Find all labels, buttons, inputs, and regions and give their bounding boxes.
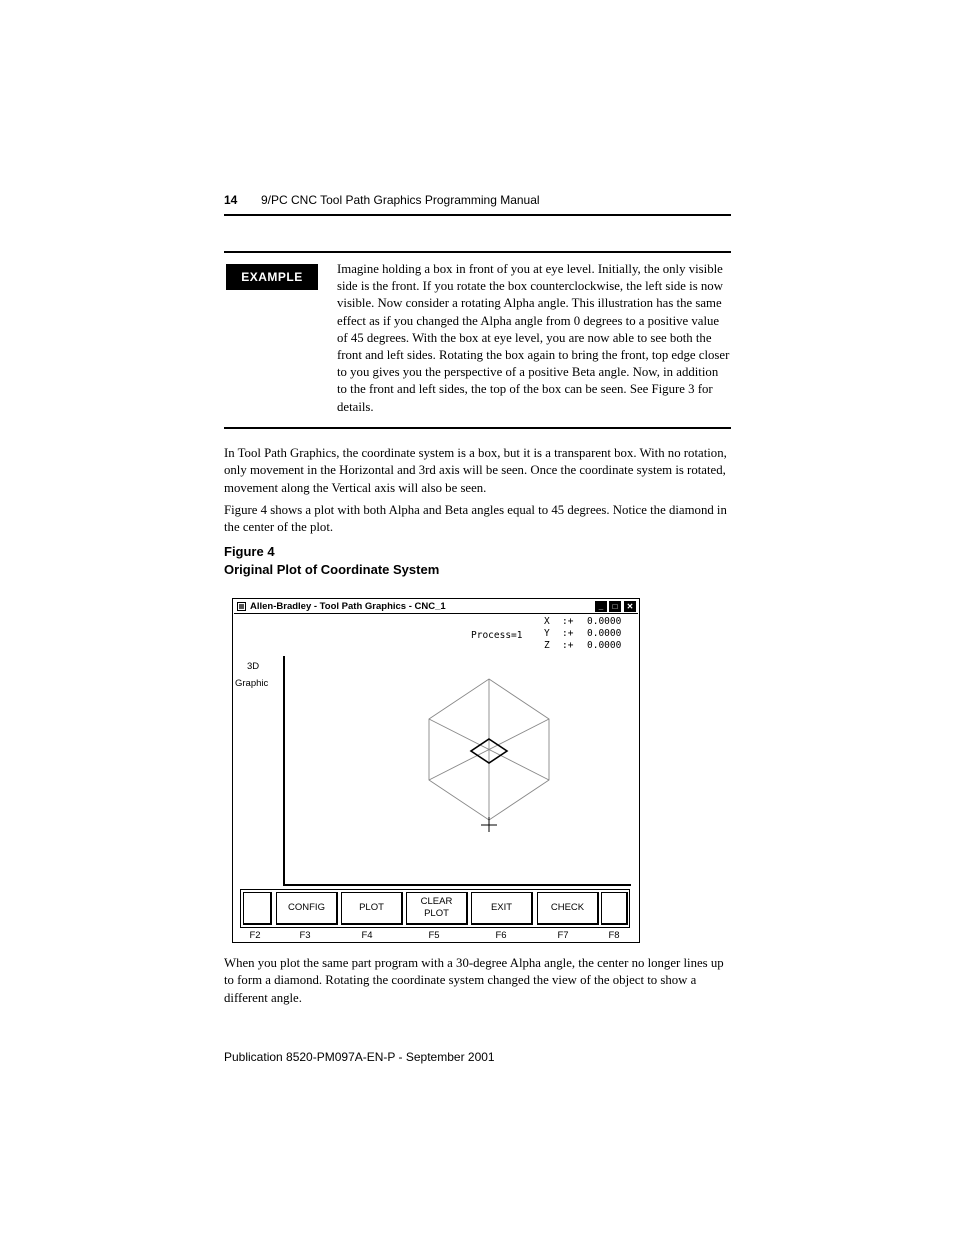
coord-x-axis: X <box>544 616 550 627</box>
softkey-check[interactable]: CHECK <box>537 892 599 925</box>
softkey-f2[interactable] <box>243 892 272 925</box>
body-paragraph-3: When you plot the same part program with a 30-degree Alpha angle, the center no longer lines up to form a diamond. Rotating the coordinate system changed the view of the object to show a different angle. <box>224 956 724 1005</box>
figure-number: Figure 4 <box>224 544 275 559</box>
coord-x-sep: :+ <box>562 616 574 627</box>
body-paragraph-2: Figure 4 shows a plot with both Alpha and Beta angles equal to 45 degrees. Notice the diamond in the center of the plot. <box>224 503 727 535</box>
running-header-title: 9/PC CNC Tool Path Graphics Programming Manual <box>261 193 540 207</box>
coord-x-value: 0.0000 <box>587 616 622 627</box>
figure-title: Original Plot of Coordinate System <box>224 562 440 577</box>
fkey-label-f6: F6 <box>495 930 507 941</box>
tool-crosshair-icon <box>481 817 497 832</box>
fkey-label-f5: F5 <box>428 930 440 941</box>
close-button[interactable]: ✕ <box>624 601 636 612</box>
minimize-button[interactable]: _ <box>595 601 607 612</box>
coord-y-value: 0.0000 <box>587 628 622 639</box>
fkey-label-f7: F7 <box>557 930 569 941</box>
header-rule <box>224 214 731 216</box>
example-badge: EXAMPLE <box>226 264 318 290</box>
softkey-exit[interactable]: EXIT <box>471 892 533 925</box>
app-window <box>232 598 640 943</box>
process-readout: Process=1 <box>471 630 523 641</box>
fkey-label-f2: F2 <box>249 930 261 941</box>
fkey-label-f4: F4 <box>361 930 373 941</box>
maximize-button[interactable]: □ <box>609 601 621 612</box>
softkey-plot[interactable]: PLOT <box>341 892 403 925</box>
softkey-clear-plot[interactable]: CLEAR PLOT <box>406 892 468 925</box>
example-bottom-rule <box>224 427 731 429</box>
window-title: Allen-Bradley - Tool Path Graphics - CNC_1 <box>250 601 446 612</box>
fkey-label-f8: F8 <box>608 930 620 941</box>
coord-z-axis: Z <box>544 640 550 651</box>
coord-z-value: 0.0000 <box>587 640 622 651</box>
side-label-graphic: Graphic <box>235 678 269 689</box>
softkey-bar <box>240 889 630 928</box>
coord-y-sep: :+ <box>562 628 574 639</box>
coordinate-box-wireframe <box>429 679 549 820</box>
coord-y-axis: Y <box>544 628 550 639</box>
softkey-f8[interactable] <box>601 892 628 925</box>
fkey-label-f3: F3 <box>299 930 311 941</box>
publication-footer: Publication 8520-PM097A-EN-P - September 2001 <box>224 1050 495 1064</box>
coord-z-sep: :+ <box>562 640 574 651</box>
softkey-config[interactable]: CONFIG <box>276 892 338 925</box>
side-label-3d: 3D <box>247 661 260 672</box>
page-number: 14 <box>224 193 238 207</box>
example-text: Imagine holding a box in front of you at eye level. Initially, the only visible side is the front. If you rotate the box counterclockwise, the left side is now visible. Now consider a rotating Alpha angle. This illustration has the same effect as if you changed the Alpha angle from 0 degrees to a positive value of 45 degrees. With the box at eye level, you are now able to see both the front and left sides. Rotating the box again to bring the front, top edge closer to you gives you the perspective of a positive Beta angle. Now, in addition to the front and left sides, the top of the box can be seen. See Figure 3 for details. <box>337 262 730 414</box>
example-top-rule <box>224 251 731 253</box>
body-paragraph-1: In Tool Path Graphics, the coordinate system is a box, but it is a transparent box. With no rotation, only movement in the Horizontal and 3rd axis will be seen. Once the coordinate system is rotated, movement along the Vertical axis will also be seen. <box>224 446 727 495</box>
